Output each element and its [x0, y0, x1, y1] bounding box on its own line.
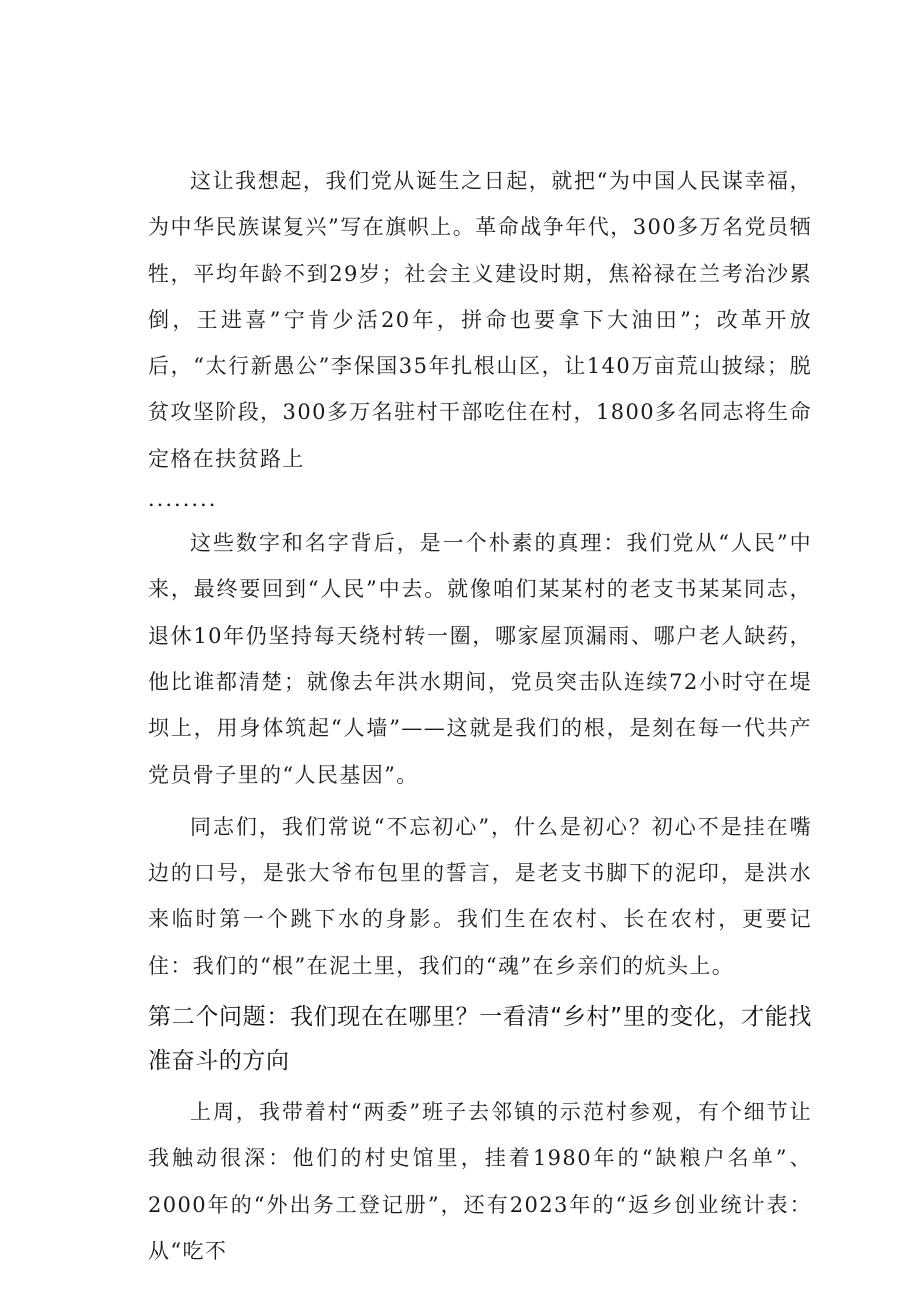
ellipsis-line: ........	[148, 487, 218, 512]
paragraph-village-visit: 上周，我带着村“两委”班子去邻镇的示范村参观，有个细节让我触动很深：他们的村史馆里，挂着1980年的“缺粮户名单”、2000年的“外出务工登记册”，还有2023年的“返乡创业统计表：从“吃不	[148, 1100, 812, 1263]
document-body	[148, 158, 812, 1274]
paragraph-people-roots: 这些数字和名字背后，是一个朴素的真理：我们党从“人民”中来，最终要回到“人民”中去。就像咱们某某村的老支书某某同志，退休10年仍坚持每天绕村转一圈，哪家屋顶漏雨、哪户老人缺药，他比谁都清楚；就像去年洪水期间，党员突击队连续72小时守在堤坝上，用身体筑起“人墙”——这就是我们的根，是刻在每一代共产党员骨子里的“人民基因”。	[148, 531, 812, 787]
section-heading-2: 第二个问题：我们现在在哪里？一看清“乡村”里的变化，才能找准奋斗的方向	[148, 1004, 812, 1075]
paragraph-history: 这让我想起，我们党从诞生之日起，就把“为中国人民谋幸福，为中华民族谋复兴”写在旗帜上。革命战争年代，300多万名党员牺牲，平均年龄不到29岁；社会主义建设时期，焦裕禄在兰考治沙累倒，王进喜”宁肯少活20年，拼命也要拿下大油田”；改革开放后，“太行新愚公”李保国35年扎根山区，让140万亩荒山披绿；脱贫攻坚阶段，300多万名驻村干部吃住在村，1800多名同志将生命定格在扶贫路上	[148, 169, 812, 471]
paragraph-original-aspiration: 同志们，我们常说“不忘初心”，什么是初心？初心不是挂在嘴边的口号，是张大爷布包里的誓言，是老支书脚下的泥印，是洪水来临时第一个跳下水的身影。我们生在农村、长在农村，更要记住：我们的“根”在泥土里，我们的“魂”在乡亲们的炕头上。	[148, 814, 812, 978]
